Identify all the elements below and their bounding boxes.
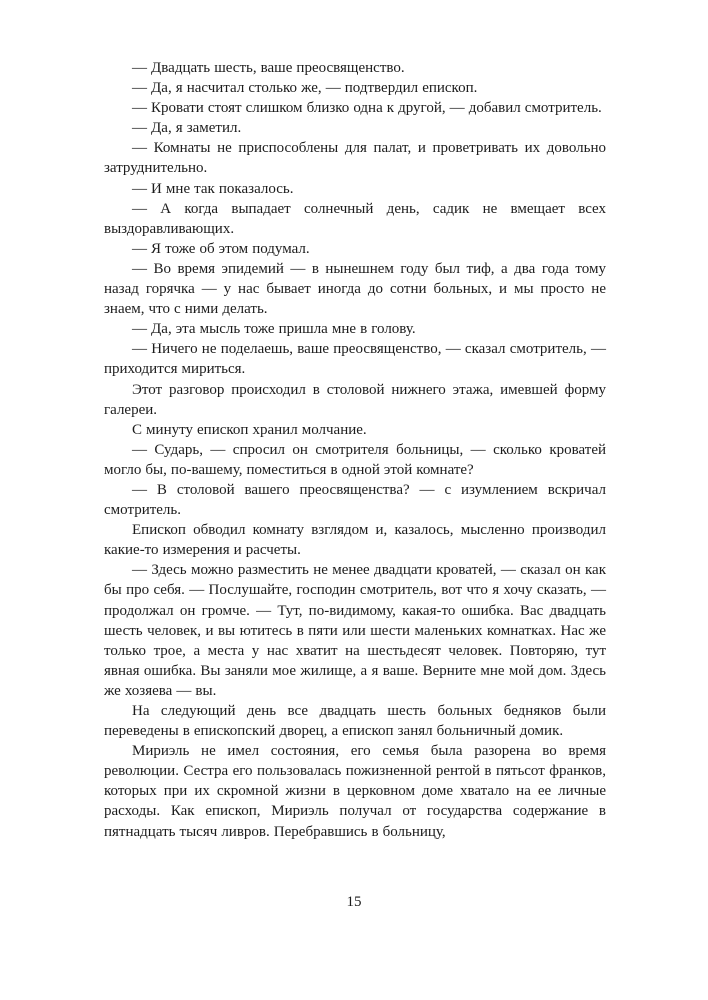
text-block [104, 58, 606, 842]
paragraph: — А когда выпадает солнечный день, садик не вмещает всех выздоравливающих. [104, 200, 606, 237]
paragraph: На следующий день все двадцать шесть больных бедняков были переведены в епископский дворец, а епископ занял больничный домик. [104, 703, 606, 740]
paragraph: — И мне так показалось. [132, 180, 294, 197]
paragraph: — Сударь, — спросил он смотрителя больницы, — сколько кроватей могло бы, по-вашему, поместиться в одной этой комнате? [104, 441, 606, 478]
paragraph: С минуту епископ хранил молчание. [132, 421, 367, 438]
paragraph: — Ничего не поделаешь, ваше преосвященство, — сказал смотритель, — приходится мириться. [104, 341, 606, 378]
paragraph: — Кровати стоят слишком близко одна к другой, — добавил смотритель. [132, 100, 602, 117]
paragraph: Епископ обводил комнату взглядом и, казалось, мысленно производил какие-то измерения и расчеты. [104, 522, 606, 559]
paragraph: — Да, эта мысль тоже пришла мне в голову. [132, 321, 416, 338]
paragraph: — Да, я насчитал столько же, — подтвердил епископ. [132, 80, 478, 97]
paragraph: — Да, я заметил. [132, 120, 242, 137]
paragraph: — Двадцать шесть, ваше преосвященство. [132, 60, 405, 76]
paragraph: Мириэль не имел состояния, его семья была разорена во время революции. Сестра его пользовалась пожизненной рентой в пятьсот франков, которых при их скромной жизни в церковном доме хватало на ее личные расходы. Как епископ, Мириэль получал от государства содержание в пятнадцать тысяч ливров. Перебравшись в больницу, [104, 743, 606, 840]
paragraph: — Здесь можно разместить не менее двадцати кроватей, — сказал он как бы про себя. — Послушайте, господин смотритель, вот что я хочу сказать, — продолжал он громче. — Тут, по-видимому, какая-то ошибка. Вас двадцать шесть человек, и вы ютитесь в пяти или шести маленьких комнатках. Нас же только трое, а места у нас хватит на шестьдесят человек. Повторяю, тут явная ошибка. Вы заняли мое жилище, а я ваше. Верните мне мой дом. Здесь же хозяева — вы. [104, 562, 606, 699]
page-number: 15 [346, 894, 362, 910]
paragraph: — Во время эпидемий — в нынешнем году был тиф, а два года тому назад горячка — у нас бывает иногда до сотни больных, и мы просто не знаем, что с ними делать. [104, 260, 606, 318]
paragraph: Этот разговор происходил в столовой нижнего этажа, имевшей форму галереи. [104, 381, 606, 418]
paragraph: — Комнаты не приспособлены для палат, и проветривать их довольно затруднительно. [104, 140, 606, 177]
paragraph: — Я тоже об этом подумал. [132, 240, 310, 257]
paragraph: — В столовой вашего преосвященства? — с изумлением вскричал смотритель. [104, 481, 606, 519]
